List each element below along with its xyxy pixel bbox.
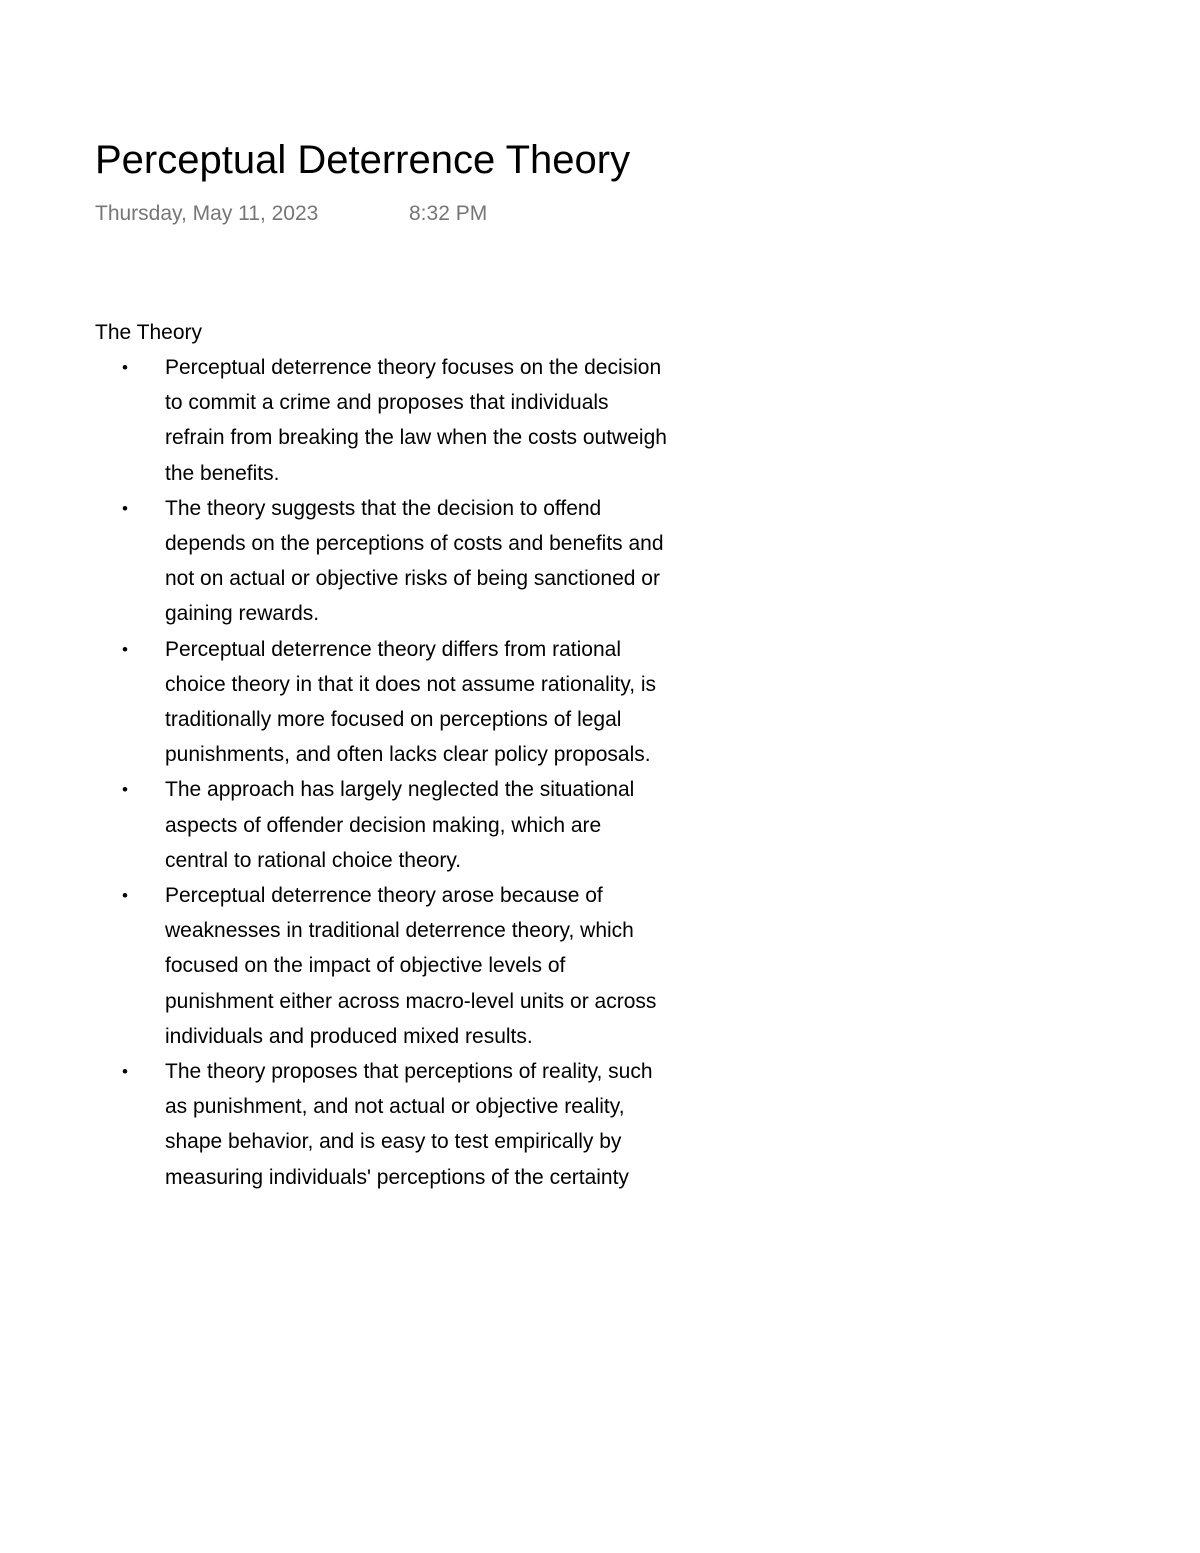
bullet-item — [95, 632, 670, 773]
bullet-text: The theory suggests that the decision to offend depends on the perceptions of costs and benefits and not on actual or objective risks of being sanctioned or gaining rewards. — [165, 496, 664, 626]
bullet-icon: • — [122, 780, 128, 800]
bullet-icon: • — [122, 498, 128, 518]
bullet-text: The theory proposes that perceptions of reality, such as punishment, and not actual or objective reality, shape behavior, and is easy to test empirically by measuring individuals' perceptions of the certainty — [165, 1060, 653, 1189]
bullet-item — [95, 350, 670, 491]
bullet-text: Perceptual deterrence theory arose because of weaknesses in traditional deterrence theory, which focused on the impact of objective levels of punishment either across macro-level units or across individuals and produced mixed results. — [165, 884, 657, 1048]
bullet-text: Perceptual deterrence theory differs from rational choice theory in that it does not assume rationality, is traditionally more focused on perceptions of legal punishments, and often lacks clear policy proposals. — [165, 637, 657, 767]
bullet-icon: • — [122, 886, 128, 906]
note-date: Thursday, May 11, 2023 — [95, 202, 319, 225]
bullet-icon: • — [122, 1062, 128, 1082]
note-timestamp — [95, 199, 488, 229]
bullet-item — [95, 1054, 670, 1195]
bullet-list — [95, 350, 695, 1195]
section-heading: The Theory — [95, 321, 202, 344]
note-time: 8:32 PM — [409, 202, 488, 225]
bullet-icon: • — [122, 639, 128, 659]
bullet-icon: • — [122, 358, 128, 377]
bullet-item — [95, 772, 670, 878]
page-title: Perceptual Deterrence Theory — [95, 138, 631, 182]
bullet-text: Perceptual deterrence theory focuses on the decision to commit a crime and proposes that individuals refrain from breaking the law when the costs outweigh the benefits. — [165, 356, 667, 485]
bullet-text: The approach has largely neglected the situational aspects of offender decision making, which are central to rational choice theory. — [165, 778, 635, 872]
bullet-item — [95, 491, 670, 632]
bullet-item — [95, 878, 670, 1054]
